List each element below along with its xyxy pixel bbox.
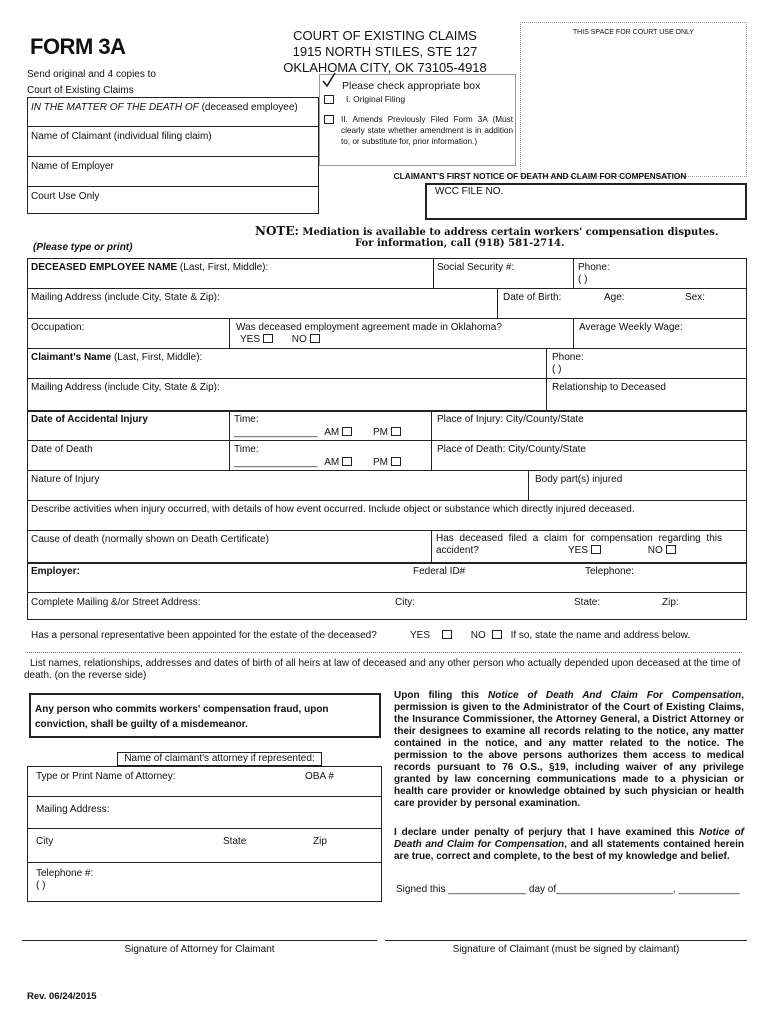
personal-rep-no-checkbox[interactable]: [492, 630, 502, 639]
date-death-label: Date of Death: [31, 444, 93, 455]
oklahoma-yes-checkbox[interactable]: [263, 334, 273, 343]
deceased-name-label: [31, 262, 268, 274]
injury-time-row: [234, 427, 401, 439]
permission-italic: Notice of Death And Claim For Compensation: [488, 690, 742, 701]
claimant-name-field-label: [31, 352, 202, 364]
death-pm-checkbox[interactable]: [391, 457, 401, 466]
employer-city-label: City:: [395, 597, 415, 608]
filed-claim-yes-checkbox[interactable]: [591, 545, 601, 554]
court-use-only-label: Court Use Only: [31, 191, 100, 202]
attorney-phone-parens: ( ): [36, 880, 46, 891]
attorney-mailing-label: Mailing Address:: [36, 804, 110, 815]
am-label: AM: [324, 457, 340, 468]
deceased-phone-label: Phone:: [578, 262, 610, 273]
yes-label: YES: [568, 545, 589, 556]
form-title: FORM 3A: [30, 34, 126, 59]
am-label: AM: [324, 427, 340, 438]
no-label: NO: [291, 334, 307, 345]
death-time-row: [234, 457, 401, 469]
claimant-signature-label: Signature of Claimant (must be signed by claimant): [452, 944, 680, 955]
yes-label: YES: [240, 334, 261, 345]
divider: [27, 562, 747, 564]
original-filing-label: I. Original Filing: [346, 94, 406, 104]
time-blank: _______________: [234, 457, 318, 468]
complete-address-label: Complete Mailing &/or Street Address:: [31, 597, 201, 608]
matter-rest: (deceased employee): [201, 102, 298, 113]
original-filing-checkbox[interactable]: [324, 95, 334, 104]
mediation-phone: For information, call (918) 581-2714.: [355, 238, 565, 249]
main-form-grid: [27, 258, 747, 620]
employer-label: Employer:: [31, 566, 80, 577]
divider: [27, 828, 382, 829]
please-check-label: Please check appropriate box: [342, 80, 481, 92]
checkmark-icon: [322, 72, 336, 88]
divider: [27, 862, 382, 863]
revision-date: Rev. 06/24/2015: [27, 991, 97, 1002]
mediation-note: [255, 225, 718, 239]
attorney-oba-label: OBA #: [305, 771, 334, 782]
cause-death-label: Cause of death (normally shown on Death Certificate): [31, 534, 269, 545]
deceased-name-bold: DECEASED EMPLOYEE NAME: [31, 262, 178, 273]
deceased-name-rest: (Last, First, Middle):: [179, 262, 269, 273]
body-parts-label: Body part(s) injured: [535, 474, 623, 485]
attorney-telephone-label: Telephone #:: [36, 868, 94, 879]
pm-label: PM: [373, 457, 388, 468]
occupation-label: Occupation:: [31, 322, 85, 333]
federal-id-label: Federal ID#: [413, 566, 466, 577]
employer-name-label: Name of Employer: [31, 161, 114, 172]
divider: [27, 156, 319, 157]
divider: [27, 796, 382, 797]
divider: [27, 530, 747, 531]
wcc-file-label: WCC FILE NO.: [435, 186, 504, 197]
attorney-state-label: State: [223, 836, 247, 847]
note-label: NOTE:: [255, 224, 299, 238]
court-address-line2: OKLAHOMA CITY, OK 73105-4918: [283, 60, 487, 75]
divider: [27, 318, 747, 319]
divider: [433, 258, 434, 288]
dob-label: Date of Birth:: [503, 292, 562, 303]
sex-label: Sex:: [685, 292, 706, 303]
attorney-box-title: Name of claimant's attorney if represented:: [124, 753, 315, 764]
filed-claim-options: [568, 545, 676, 557]
nature-injury-label: Nature of Injury: [31, 474, 100, 485]
divider: [27, 500, 747, 501]
avg-weekly-wage-label: Average Weekly Wage:: [579, 322, 683, 333]
ssn-label: Social Security #:: [437, 262, 515, 273]
claimant-name-rest: (Last, First, Middle):: [113, 352, 203, 363]
employer-zip-label: Zip:: [662, 597, 679, 608]
claimant-phone-parens: ( ): [552, 364, 562, 375]
death-am-checkbox[interactable]: [342, 457, 352, 466]
divider: [528, 470, 529, 500]
divider: [27, 652, 742, 653]
divider: [27, 592, 747, 593]
divider: [229, 318, 230, 348]
divider: [573, 258, 574, 288]
signed-line[interactable]: Signed this ______________ day of_____________________, ___________: [396, 884, 740, 895]
declaration-tail: , and all statements contained herein are true, correct and complete, to the best of my knowledge and belief.: [394, 839, 744, 862]
divider: [27, 378, 747, 379]
date-injury-label: Date of Accidental Injury: [31, 414, 148, 425]
oklahoma-no-checkbox[interactable]: [310, 334, 320, 343]
divider: [27, 410, 747, 412]
divider: [27, 470, 747, 471]
send-copies-line2: Court of Existing Claims: [27, 85, 134, 96]
divider: [573, 318, 574, 348]
personal-rep-row: [31, 630, 377, 642]
if-so-label: If so, state the name and address below.: [510, 630, 691, 641]
divider: [27, 348, 747, 349]
no-label: NO: [470, 630, 486, 641]
court-name: COURT OF EXISTING CLAIMS: [293, 28, 477, 43]
injury-am-checkbox[interactable]: [342, 427, 352, 436]
employment-oklahoma-label: Was deceased employment agreement made in Oklahoma?: [236, 322, 502, 333]
matter-of-death-label: [31, 102, 298, 114]
injury-pm-checkbox[interactable]: [391, 427, 401, 436]
time-blank: _______________: [234, 427, 318, 438]
notice-title: CLAIMANT'S FIRST NOTICE OF DEATH AND CLAIM FOR COMPENSATION: [393, 171, 687, 181]
pm-label: PM: [373, 427, 388, 438]
divider: [497, 288, 498, 318]
personal-rep-options: [410, 630, 690, 642]
divider: [27, 186, 319, 187]
divider: [546, 348, 547, 410]
describe-activities-label: Describe activities when injury occurred, with details of how event occurred. Include object or substance which directly injured deceased.: [31, 504, 635, 515]
amend-filing-checkbox[interactable]: [324, 115, 334, 124]
attorney-zip-label: Zip: [313, 836, 327, 847]
claimant-name-bold: Claimant's Name: [31, 352, 112, 363]
matter-italic: IN THE MATTER OF THE DEATH OF: [31, 102, 199, 113]
amend-filing-label: II. Amends Previously Filed Form 3A (Must clearly state whether amendment is in addition to, or substitute for, prior information.): [341, 115, 513, 146]
attorney-city-label: City: [36, 836, 54, 847]
attorney-signature-line[interactable]: [22, 940, 377, 941]
attorney-name-label: Type or Print Name of Attorney:: [36, 771, 176, 782]
death-time-label: Time:: [234, 444, 259, 455]
divider: [27, 288, 747, 289]
no-label: NO: [647, 545, 663, 556]
place-injury-label: Place of Injury: City/County/State: [437, 414, 584, 425]
declaration-paragraph: [394, 827, 744, 863]
personal-rep-yes-checkbox[interactable]: [442, 630, 452, 639]
attorney-box: [27, 766, 382, 902]
heirs-instructions: List names, relationships, addresses and dates of birth of all heirs at law of deceased and any other person who actually depended upon deceased at the time of death. (on the reverse side): [24, 658, 741, 681]
filed-claim-no-checkbox[interactable]: [666, 545, 676, 554]
fraud-warning-text: Any person who commits workers' compensation fraud, upon conviction, shall be guilty of a misdemeanor.: [35, 704, 329, 730]
type-or-print-label: (Please type or print): [33, 242, 133, 253]
employer-telephone-label: Telephone:: [585, 566, 634, 577]
claimant-phone-label: Phone:: [552, 352, 584, 363]
permission-paragraph: [394, 690, 744, 810]
declaration-lead: I declare under penalty of perjury that I have examined this: [394, 827, 695, 838]
age-label: Age:: [604, 292, 625, 303]
divider: [431, 530, 432, 562]
divider: [27, 126, 319, 127]
claimant-mailing-label: Mailing Address (include City, State & Zip):: [31, 382, 220, 393]
deceased-mailing-label: Mailing Address (include City, State & Zip):: [31, 292, 220, 303]
claimant-name-label: Name of Claimant (individual filing claim): [31, 131, 212, 142]
employment-oklahoma-options: [240, 334, 320, 346]
send-copies-line1: Send original and 4 copies to: [27, 69, 156, 80]
permission-lead: Upon filing this: [394, 690, 480, 701]
divider: [27, 440, 747, 441]
permission-body: , permission is given to the Administrator of the Court of Existing Claims, the Insurance Commissioner, the Attorney General, a District Attorney or their designees to examine all records relating to the notice, any matter contained in the notice, and any matter related to the notice. The permission to the above persons authorizes them access to medical records pursuant to 76 O.S., §19, including waiver of any privilege granted by law concerning communications made to a physician or health care provider or knowledge obtained by such physician or health care provider by personal examination.: [394, 690, 745, 809]
court-use-space-label: THIS SPACE FOR COURT USE ONLY: [572, 29, 695, 36]
court-use-space-box: [520, 22, 747, 177]
filed-claim-label: Has deceased filed a claim for compensation regarding this accident?: [436, 533, 722, 556]
note-text1: Mediation is available to address certain workers' compensation disputes.: [302, 227, 719, 238]
court-address-line1: 1915 NORTH STILES, STE 127: [292, 44, 478, 59]
relationship-label: Relationship to Deceased: [552, 382, 666, 393]
employer-state-label: State:: [574, 597, 601, 608]
yes-label: YES: [410, 630, 431, 641]
place-death-label: Place of Death: City/County/State: [437, 444, 586, 455]
injury-time-label: Time:: [234, 414, 259, 425]
declaration-italic: Notice of Death and Claim for Compensation: [394, 827, 745, 850]
claimant-signature-line[interactable]: [385, 940, 747, 941]
deceased-phone-parens: ( ): [578, 274, 588, 285]
personal-rep-label: Has a personal representative been appointed for the estate of the deceased?: [31, 630, 377, 641]
attorney-signature-label: Signature of Attorney for Claimant: [124, 944, 275, 955]
